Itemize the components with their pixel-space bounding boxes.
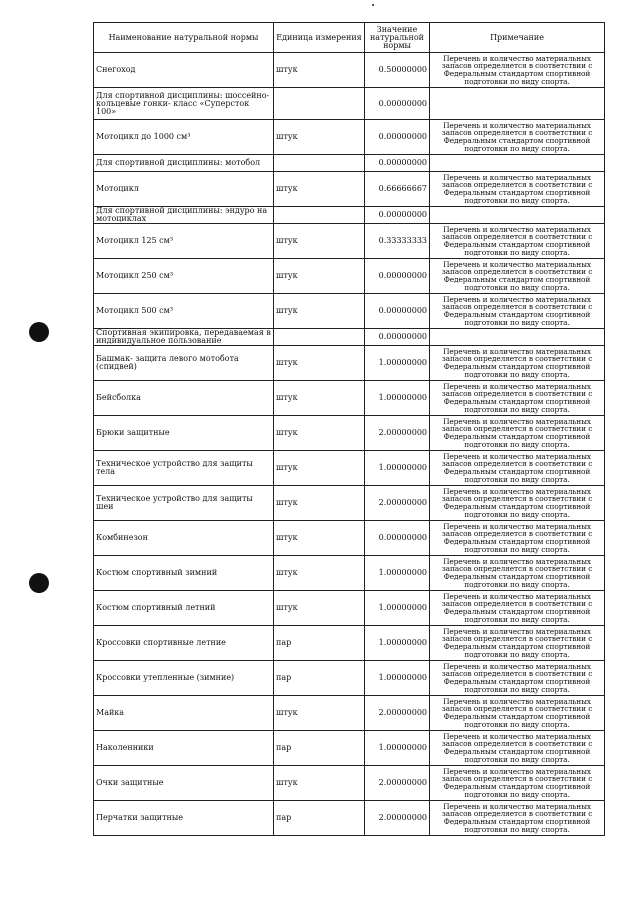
row-value: 0.00000000	[365, 120, 430, 155]
table-row	[94, 346, 605, 381]
row-unit: штук	[274, 416, 365, 451]
row-value: 0.00000000	[365, 294, 430, 329]
punch-hole-bottom	[29, 573, 49, 593]
row-unit: пар	[274, 661, 365, 696]
punch-hole-top	[29, 322, 49, 342]
row-note: Перечень и количество материальных запасов определяется в соответствии с Федеральным стандартом спортивной подготовки по виду спорта.	[430, 591, 605, 626]
row-value: 0.33333333	[365, 224, 430, 259]
row-value: 0.50000000	[365, 53, 430, 88]
row-name: Для спортивной дисциплины: мотобол	[94, 155, 274, 172]
row-name: Костюм спортивный зимний	[94, 556, 274, 591]
row-value: 2.00000000	[365, 696, 430, 731]
row-unit: пар	[274, 626, 365, 661]
row-name: Для спортивной дисциплины: шоссейно-кольцевые гонки- класс «Суперсток 100»	[94, 88, 274, 120]
row-name: Кроссовки спортивные летние	[94, 626, 274, 661]
table-row	[94, 224, 605, 259]
row-unit: пар	[274, 801, 365, 836]
row-value: 0.00000000	[365, 88, 430, 120]
row-note: Перечень и количество материальных запасов определяется в соответствии с Федеральным стандартом спортивной подготовки по виду спорта.	[430, 766, 605, 801]
row-unit	[274, 329, 365, 346]
table-row	[94, 696, 605, 731]
row-value: 1.00000000	[365, 731, 430, 766]
table-row	[94, 591, 605, 626]
header-note: Примечание	[430, 23, 605, 53]
row-note: Перечень и количество материальных запасов определяется в соответствии с Федеральным стандартом спортивной подготовки по виду спорта.	[430, 381, 605, 416]
table-row	[94, 451, 605, 486]
table-row	[94, 53, 605, 88]
row-name: Техническое устройство для защиты тела	[94, 451, 274, 486]
row-note: Перечень и количество материальных запасов определяется в соответствии с Федеральным стандартом спортивной подготовки по виду спорта.	[430, 416, 605, 451]
table-row	[94, 416, 605, 451]
row-value: 0.00000000	[365, 155, 430, 172]
table-row	[94, 259, 605, 294]
row-name: Перчатки защитные	[94, 801, 274, 836]
table-row	[94, 556, 605, 591]
row-value: 1.00000000	[365, 556, 430, 591]
row-value: 0.00000000	[365, 521, 430, 556]
row-value: 0.66666667	[365, 172, 430, 207]
row-note	[430, 329, 605, 346]
row-note: Перечень и количество материальных запасов определяется в соответствии с Федеральным стандартом спортивной подготовки по виду спорта.	[430, 696, 605, 731]
row-unit: штук	[274, 53, 365, 88]
row-value: 1.00000000	[365, 346, 430, 381]
row-unit	[274, 155, 365, 172]
row-unit	[274, 207, 365, 224]
row-unit: штук	[274, 346, 365, 381]
row-note: Перечень и количество материальных запасов определяется в соответствии с Федеральным стандартом спортивной подготовки по виду спорта.	[430, 731, 605, 766]
section-row	[94, 329, 605, 346]
table-row	[94, 120, 605, 155]
row-note	[430, 207, 605, 224]
row-value: 1.00000000	[365, 381, 430, 416]
scan-speck	[372, 4, 374, 6]
row-name: Брюки защитные	[94, 416, 274, 451]
row-unit	[274, 88, 365, 120]
row-name: Бейсболка	[94, 381, 274, 416]
header-value: Значение натуральной нормы	[365, 23, 430, 53]
header-unit: Единица измерения	[274, 23, 365, 53]
row-note: Перечень и количество материальных запасов определяется в соответствии с Федеральным стандартом спортивной подготовки по виду спорта.	[430, 172, 605, 207]
row-note: Перечень и количество материальных запасов определяется в соответствии с Федеральным стандартом спортивной подготовки по виду спорта.	[430, 801, 605, 836]
row-name: Спортивная экипировка, передаваемая в индивидуальное пользование	[94, 329, 274, 346]
row-name: Кроссовки утепленные (зимние)	[94, 661, 274, 696]
row-note: Перечень и количество материальных запасов определяется в соответствии с Федеральным стандартом спортивной подготовки по виду спорта.	[430, 53, 605, 88]
row-note: Перечень и количество материальных запасов определяется в соответствии с Федеральным стандартом спортивной подготовки по виду спорта.	[430, 259, 605, 294]
row-unit: штук	[274, 259, 365, 294]
row-value: 0.00000000	[365, 207, 430, 224]
row-note: Перечень и количество материальных запасов определяется в соответствии с Федеральным стандартом спортивной подготовки по виду спорта.	[430, 346, 605, 381]
table-row	[94, 294, 605, 329]
row-note: Перечень и количество материальных запасов определяется в соответствии с Федеральным стандартом спортивной подготовки по виду спорта.	[430, 120, 605, 155]
row-name: Наколенники	[94, 731, 274, 766]
table-row	[94, 801, 605, 836]
row-unit: штук	[274, 451, 365, 486]
table-header-row	[94, 23, 605, 53]
row-unit: штук	[274, 294, 365, 329]
row-value: 1.00000000	[365, 451, 430, 486]
row-name: Мотоцикл 500 см³	[94, 294, 274, 329]
row-note: Перечень и количество материальных запасов определяется в соответствии с Федеральным стандартом спортивной подготовки по виду спорта.	[430, 521, 605, 556]
row-value: 2.00000000	[365, 766, 430, 801]
row-note: Перечень и количество материальных запасов определяется в соответствии с Федеральным стандартом спортивной подготовки по виду спорта.	[430, 294, 605, 329]
row-value: 2.00000000	[365, 416, 430, 451]
row-name: Мотоцикл	[94, 172, 274, 207]
table-row	[94, 766, 605, 801]
section-row	[94, 207, 605, 224]
row-note: Перечень и количество материальных запасов определяется в соответствии с Федеральным стандартом спортивной подготовки по виду спорта.	[430, 224, 605, 259]
row-note: Перечень и количество материальных запасов определяется в соответствии с Федеральным стандартом спортивной подготовки по виду спорта.	[430, 451, 605, 486]
row-unit: штук	[274, 521, 365, 556]
table-row	[94, 172, 605, 207]
row-note: Перечень и количество материальных запасов определяется в соответствии с Федеральным стандартом спортивной подготовки по виду спорта.	[430, 556, 605, 591]
row-value: 1.00000000	[365, 661, 430, 696]
table-row	[94, 731, 605, 766]
row-name: Мотоцикл до 1000 см³	[94, 120, 274, 155]
row-name: Майка	[94, 696, 274, 731]
row-name: Мотоцикл 125 см³	[94, 224, 274, 259]
row-value: 2.00000000	[365, 486, 430, 521]
row-note: Перечень и количество материальных запасов определяется в соответствии с Федеральным стандартом спортивной подготовки по виду спорта.	[430, 626, 605, 661]
row-value: 2.00000000	[365, 801, 430, 836]
row-unit: штук	[274, 556, 365, 591]
row-unit: штук	[274, 381, 365, 416]
row-unit: пар	[274, 731, 365, 766]
row-name: Очки защитные	[94, 766, 274, 801]
row-name: Техническое устройство для защиты шеи	[94, 486, 274, 521]
header-name: Наименование натуральной нормы	[94, 23, 274, 53]
row-unit: штук	[274, 486, 365, 521]
table-row	[94, 661, 605, 696]
row-unit: штук	[274, 591, 365, 626]
section-row	[94, 155, 605, 172]
row-note: Перечень и количество материальных запасов определяется в соответствии с Федеральным стандартом спортивной подготовки по виду спорта.	[430, 486, 605, 521]
row-value: 1.00000000	[365, 591, 430, 626]
row-name: Снегоход	[94, 53, 274, 88]
row-unit: штук	[274, 172, 365, 207]
row-value: 0.00000000	[365, 259, 430, 294]
row-unit: штук	[274, 766, 365, 801]
row-note	[430, 155, 605, 172]
row-name: Для спортивной дисциплины: эндуро на мотоциклах	[94, 207, 274, 224]
row-note: Перечень и количество материальных запасов определяется в соответствии с Федеральным стандартом спортивной подготовки по виду спорта.	[430, 661, 605, 696]
row-unit: штук	[274, 224, 365, 259]
norms-table	[93, 22, 605, 836]
row-note	[430, 88, 605, 120]
row-value: 1.00000000	[365, 626, 430, 661]
table-row	[94, 486, 605, 521]
row-value: 0.00000000	[365, 329, 430, 346]
row-unit: штук	[274, 120, 365, 155]
section-row	[94, 88, 605, 120]
row-name: Комбинезон	[94, 521, 274, 556]
row-name: Мотоцикл 250 см³	[94, 259, 274, 294]
table-row	[94, 626, 605, 661]
row-unit: штук	[274, 696, 365, 731]
row-name: Башмак- защита левого мотобота (спидвей)	[94, 346, 274, 381]
table-row	[94, 381, 605, 416]
table-row	[94, 521, 605, 556]
row-name: Костюм спортивный летний	[94, 591, 274, 626]
